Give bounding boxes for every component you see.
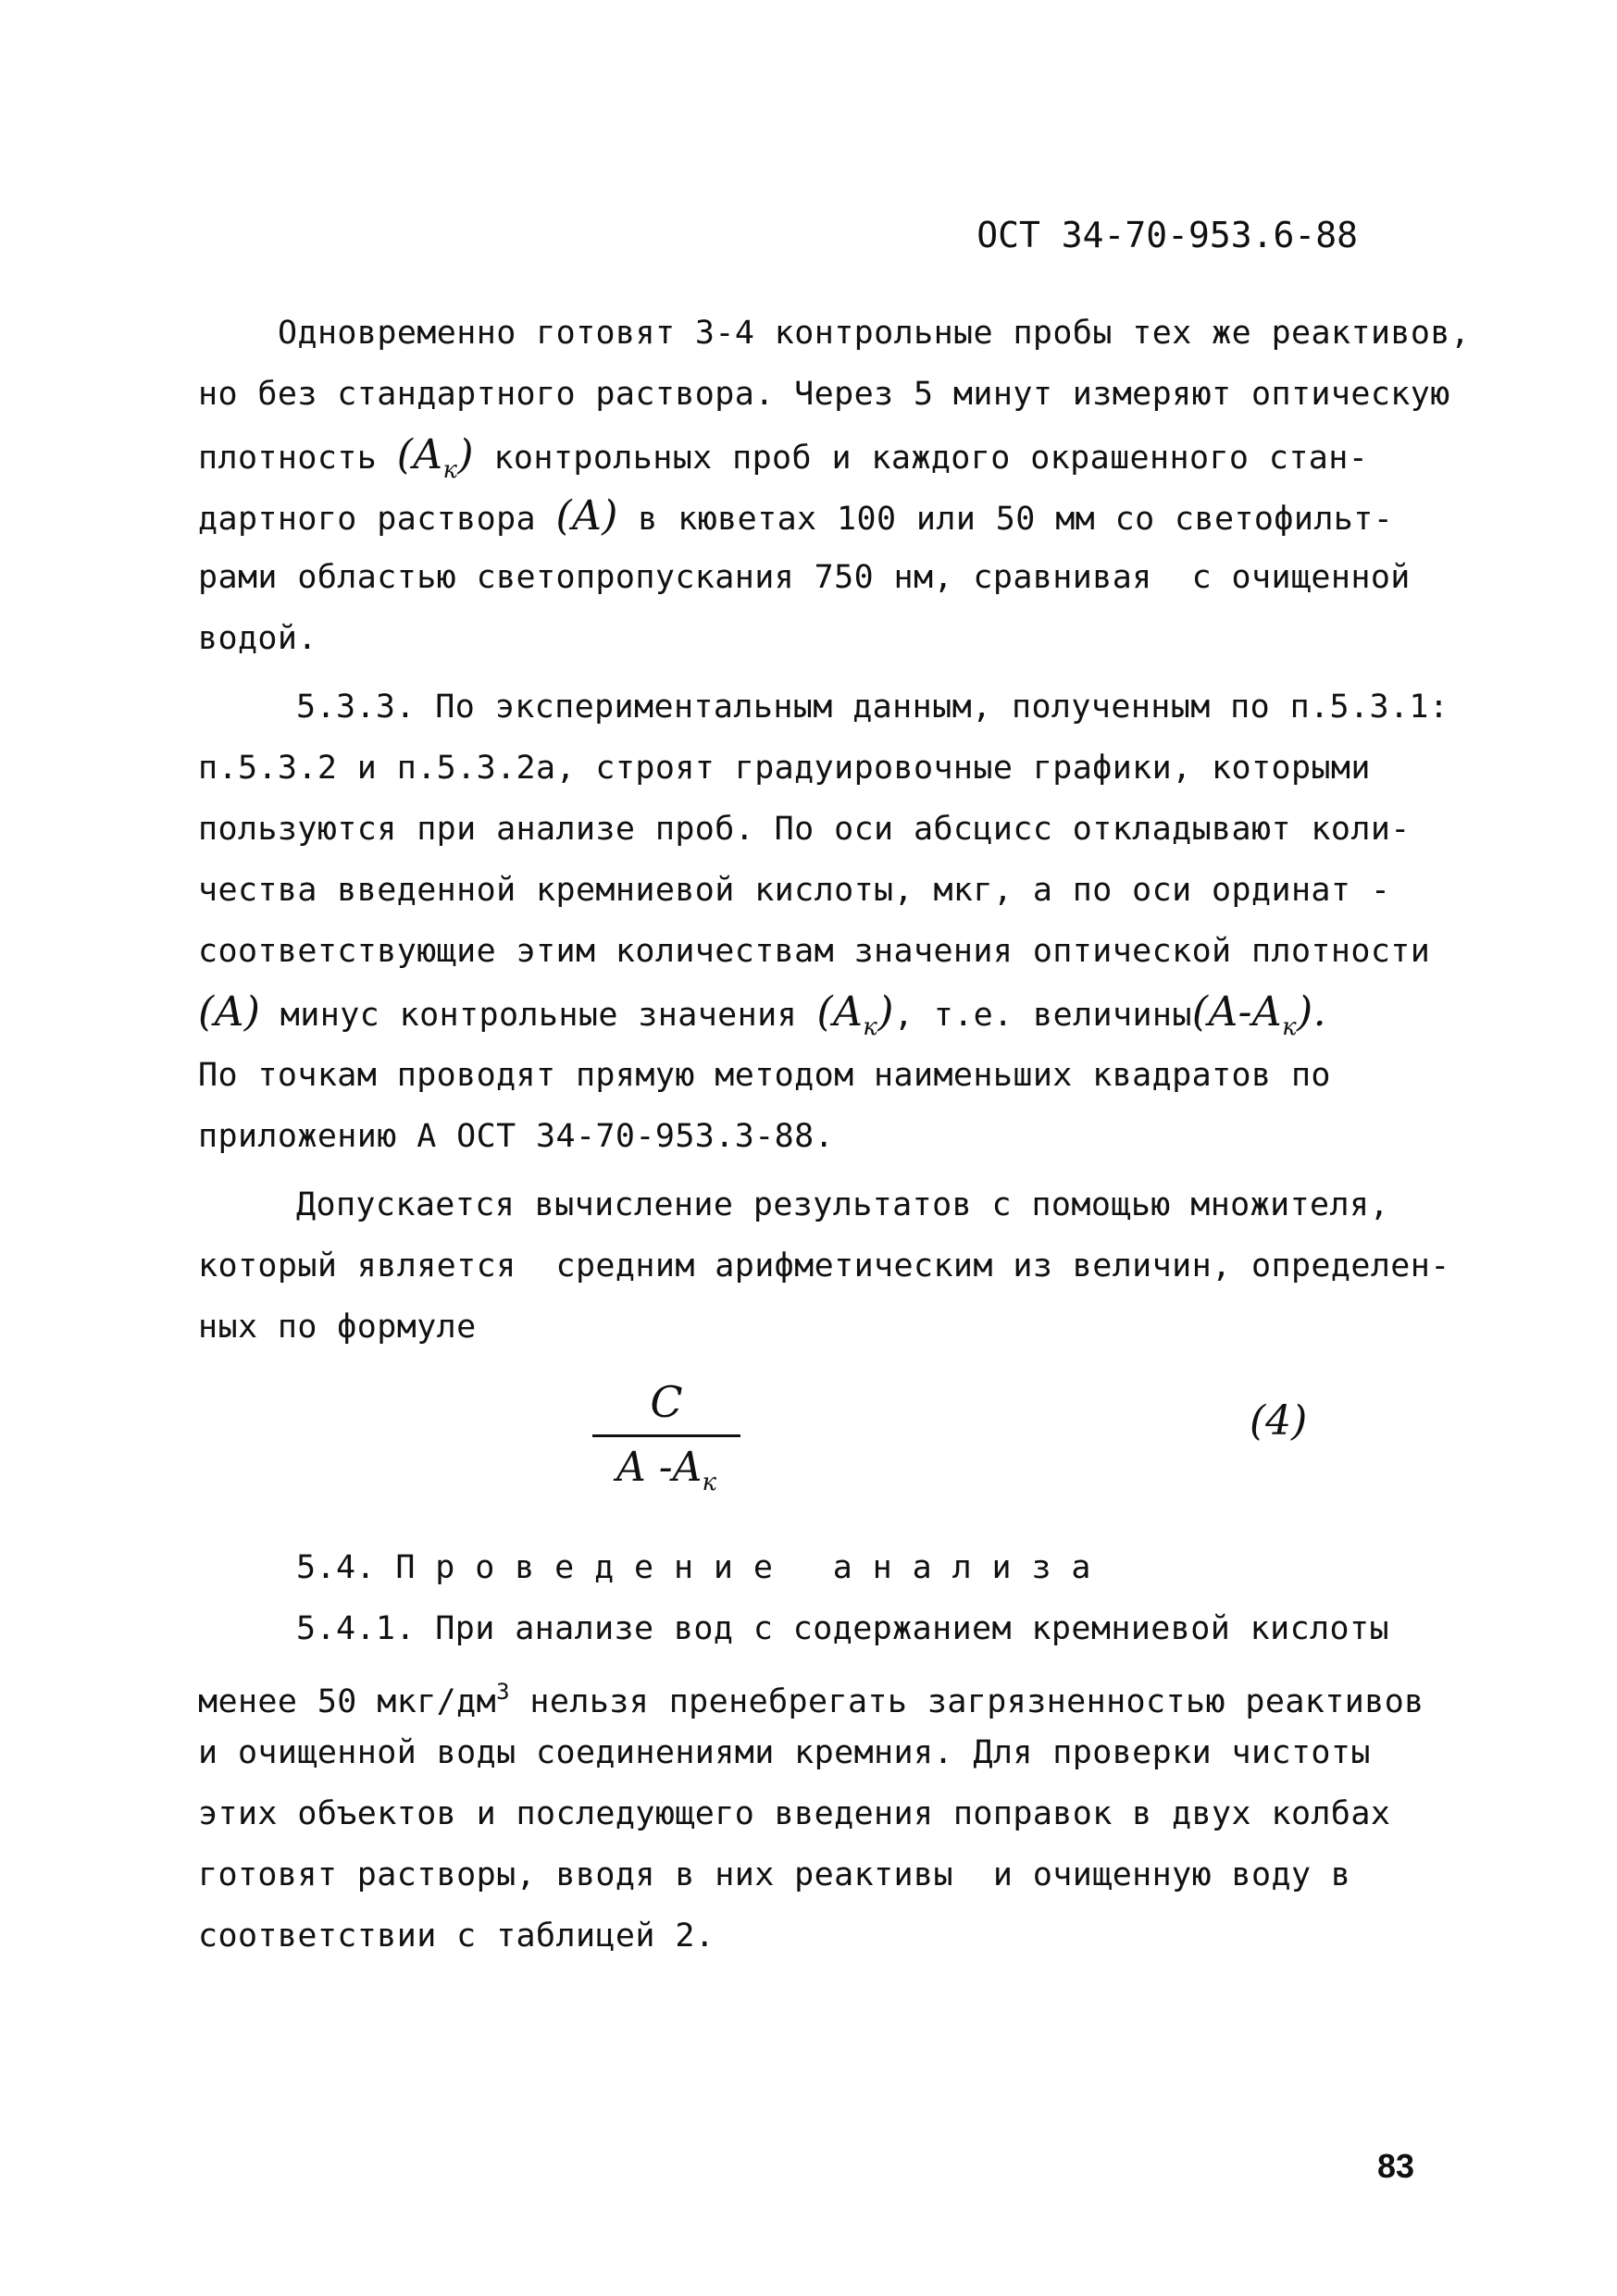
handwritten-symbol: (A)	[198, 988, 261, 1036]
paragraph-line: Допускается вычисление результатов с помощью множителя,	[296, 1186, 1389, 1223]
paragraph-line: дартного раствора (A) в кюветах 100 или 50 мм со светофильт-	[198, 492, 1394, 540]
paragraph-line: чества введенной кремниевой кислоты, мкг, а по оси ординат -	[198, 872, 1391, 909]
formula-number: (4)	[1250, 1397, 1308, 1445]
paragraph-line: но без стандартного раствора. Через 5 минут измеряют оптическую	[198, 376, 1450, 413]
paragraph-line: 5.3.3. По экспериментальным данным, полученным по п.5.3.1:	[296, 689, 1449, 726]
paragraph-line: который является средним арифметическим из величин, определен-	[198, 1247, 1450, 1285]
paragraph-line: По точкам проводят прямую методом наименьших квадратов по	[198, 1057, 1331, 1094]
document-code: ОСТ 34-70-953.6-88	[976, 215, 1358, 255]
paragraph-line: водой.	[198, 620, 317, 657]
paragraph-line: готовят растворы, вводя в них реактивы и очищенную воду в	[198, 1856, 1351, 1893]
handwritten-symbol: $(A_к)$	[816, 988, 894, 1041]
paragraph-line: приложению А ОСТ 34-70-953.3-88.	[198, 1118, 835, 1155]
page-number: 83	[1377, 2147, 1415, 2185]
paragraph-line: п.5.3.2 и п.5.3.2а, строят градуировочные графики, которыми	[198, 750, 1371, 787]
handwritten-symbol: (A)	[555, 492, 618, 540]
handwritten-symbol: $(A_к)$	[396, 431, 474, 484]
paragraph-line: пользуются при анализе проб. По оси абсцисс откладывают коли-	[198, 811, 1411, 848]
fraction-bar	[592, 1434, 740, 1437]
paragraph-line: соответствующие этим количествам значения оптической плотности	[198, 933, 1431, 970]
paragraph-line: и очищенной воды соединениями кремния. Для проверки чистоты	[198, 1734, 1371, 1771]
paragraph-line: Одновременно готовят 3-4 контрольные пробы тех же реактивов,	[278, 315, 1471, 352]
paragraph-line: менее 50 мкг/$дм^3$ нельзя пренебрегать загрязненностью реактивов	[198, 1679, 1424, 1720]
handwritten-symbol: $(A-A_к)$.	[1191, 988, 1326, 1041]
formula-numerator: C	[650, 1377, 683, 1427]
paragraph-line: этих объектов и последующего введения поправок в двух колбах	[198, 1795, 1391, 1832]
paragraph-line: (A) минус контрольные значения $(A_к)$, т.е. $величины(A-A_к)$.	[198, 988, 1326, 1041]
paragraph-line: 5.4.1. При анализе вод с содержанием кремниевой кислоты	[296, 1610, 1389, 1647]
paragraph-line: соответствии с таблицей 2.	[198, 1917, 715, 1955]
formula-denominator: A $-A_к$	[616, 1444, 716, 1496]
paragraph-line: ных по формуле	[198, 1309, 477, 1346]
formula-fraction	[592, 1379, 740, 1506]
paragraph-line: плотность $(A_к)$ контрольных проб и каждого окрашенного стан-	[198, 431, 1369, 484]
paragraph-line: рами областью светопропускания 750 нм, сравнивая с очищенной	[198, 559, 1411, 596]
section-heading: 5.4. П р о в е д е н и е а н а л и з а	[296, 1549, 1091, 1586]
